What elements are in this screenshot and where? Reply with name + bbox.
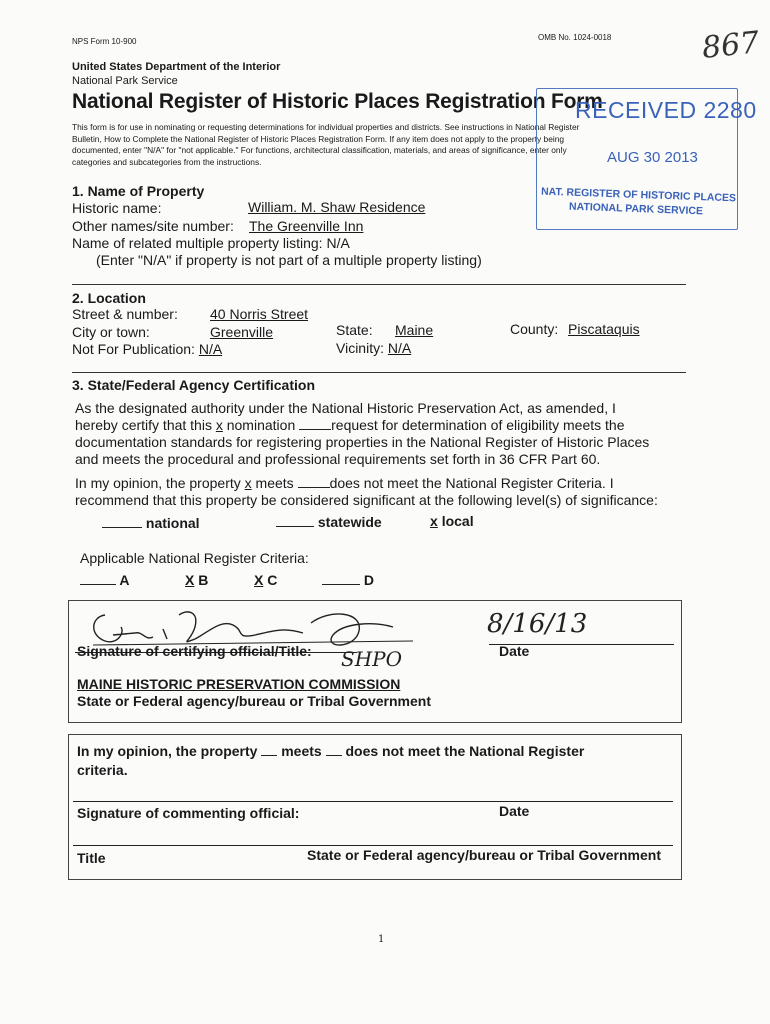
received-stamp-date: AUG 30 2013 [607, 149, 698, 166]
city-label: City or town: [72, 324, 150, 340]
nomination-check: x [215, 417, 223, 433]
form-number: NPS Form 10-900 [72, 37, 137, 46]
historic-name-value: William. M. Shaw Residence [248, 199, 426, 215]
cert-line: As the designated authority under the National Historic Preservation Act, as amended, I [75, 400, 616, 416]
section1-title: 1. Name of Property [72, 183, 205, 199]
agency-name: MAINE HISTORIC PRESERVATION COMMISSION [77, 676, 401, 692]
comment-agency-label: State or Federal agency/bureau or Tribal Government [307, 847, 661, 863]
nfp-line [72, 341, 222, 357]
related-listing-label: Name of related multiple property listing: [72, 235, 323, 251]
nfp-label: Not For Publication: [72, 341, 195, 357]
service: National Park Service [72, 75, 178, 87]
comment-criteria: criteria. [77, 762, 128, 778]
section2-title: 2. Location [72, 290, 146, 306]
instructions-line: This form is for use in nominating or requesting determinations for individual properties and districts. See instructions in National Register [72, 122, 580, 132]
comment-opinion-line [77, 743, 584, 759]
street-value: 40 Norris Street [210, 306, 309, 322]
level-statewide [276, 514, 382, 530]
cert-line: documentation standards for registering properties in the National Register of Historic Places [75, 434, 650, 450]
comment-signature-label: Signature of commenting official: [77, 805, 300, 821]
level-label: national [145, 515, 200, 531]
criterion-a [80, 572, 130, 588]
opinion-line [75, 475, 658, 492]
blank-line [326, 755, 342, 756]
state-value: Maine [395, 322, 434, 338]
county-value: Piscataquis [568, 321, 640, 337]
state-label: State: [336, 322, 373, 338]
certification-paragraph [75, 400, 649, 468]
vicinity-label: Vicinity: [336, 340, 384, 356]
instructions-line: categories and subcategories from the instructions. [72, 156, 262, 167]
agency-label: State or Federal agency/bureau or Tribal Government [77, 693, 431, 709]
instructions-line: Bulletin, How to Complete the National Register of Historic Places Registration Form. If any item does not apply to the property being [72, 133, 565, 144]
cert-text: nomination [226, 417, 296, 433]
street-label: Street & number: [72, 306, 178, 322]
commenting-box [68, 734, 682, 880]
nfp-value: N/A [198, 341, 223, 357]
omb-number: OMB No. 1024-0018 [538, 33, 612, 42]
criterion-check: X [254, 572, 264, 588]
opinion-text: does not meet the National Register Criteria. I [329, 475, 614, 491]
page-title: National Register of Historic Places Registration Form [72, 90, 603, 113]
received-stamp-text: RECEIVED 2280 [575, 97, 757, 123]
divider [72, 284, 686, 285]
vicinity-line [336, 340, 411, 356]
criterion-letter: C [267, 572, 278, 588]
level-label: local [441, 513, 474, 529]
related-listing-line [72, 235, 350, 251]
county-label: County: [510, 321, 559, 337]
department: United States Department of the Interior [72, 61, 281, 73]
blank-line [102, 527, 142, 528]
criterion-c [254, 572, 277, 588]
related-listing-value: N/A [326, 235, 350, 251]
blank-line [276, 526, 314, 527]
handwritten-date: 8/16/13 [487, 609, 588, 639]
received-stamp-line1: NAT. REGISTER OF HISTORIC PLACES [540, 185, 737, 205]
meets-check: x [244, 475, 252, 491]
vicinity-value: N/A [387, 340, 412, 356]
comment-text: does not meet the National Register [345, 743, 585, 759]
criterion-letter: A [119, 572, 130, 588]
opinion-text: meets [255, 475, 294, 491]
criterion-d [322, 572, 374, 588]
criterion-b [185, 572, 208, 588]
date-label: Date [499, 643, 530, 659]
instructions-line: documented, enter "N/A" for "not applicable." For functions, architectural classification, materials, and areas of significance, enter only [72, 145, 567, 155]
opinion-line: recommend that this property be considered significant at the following level(s) of significance: [75, 492, 658, 508]
level-national [102, 515, 200, 531]
comment-text: meets [281, 743, 322, 759]
historic-name-label: Historic name: [72, 200, 162, 216]
comment-title-label: Title [77, 850, 106, 866]
city-value: Greenville [210, 324, 274, 340]
comment-title-line [73, 845, 673, 846]
received-stamp [536, 88, 757, 230]
level-local [430, 513, 474, 529]
cert-text: request for determination of eligibility meets the [331, 417, 625, 433]
cert-line [75, 417, 649, 434]
certifying-box [68, 600, 682, 723]
opinion-paragraph [75, 475, 658, 509]
comment-text: In my opinion, the property [77, 743, 258, 759]
opinion-text: In my opinion, the property [75, 475, 241, 491]
section3-title: 3. State/Federal Agency Certification [72, 377, 315, 393]
cert-line: and meets the procedural and professional requirements set forth in 36 CFR Part 60. [75, 451, 601, 467]
cert-text: hereby certify that this [75, 417, 212, 433]
handwritten-title: SHPO [341, 647, 402, 671]
other-names-label: Other names/site number: [72, 218, 234, 234]
signature-label: Signature of certifying official/Title: [77, 643, 312, 659]
related-listing-note: (Enter "N/A" if property is not part of a multiple property listing) [96, 252, 482, 268]
divider [72, 372, 686, 373]
blank-line [298, 487, 330, 488]
comment-signature-line [73, 801, 673, 802]
blank-line [299, 429, 331, 430]
page-number: 1 [378, 934, 385, 945]
received-stamp-line2: NATIONAL PARK SERVICE [568, 200, 704, 218]
criterion-check: X [185, 572, 195, 588]
blank-line [322, 584, 360, 585]
comment-date-label: Date [499, 803, 530, 819]
blank-line [80, 584, 116, 585]
criteria-label: Applicable National Register Criteria: [80, 550, 309, 566]
other-names-value: The Greenville Inn [249, 218, 364, 234]
criterion-letter: D [363, 572, 375, 588]
level-label: statewide [317, 514, 382, 530]
handwritten-page-mark: 867 [700, 25, 761, 66]
local-check: x [430, 513, 438, 529]
criterion-letter: B [198, 572, 209, 588]
blank-line [261, 755, 277, 756]
instructions [72, 122, 579, 168]
